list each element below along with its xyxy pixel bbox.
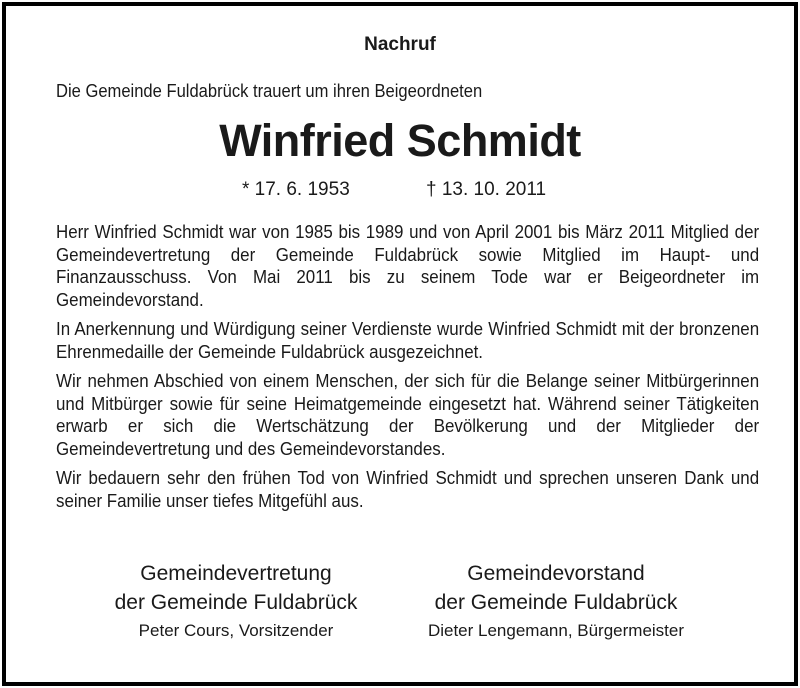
obituary-notice — [2, 2, 798, 686]
signature-block-executive — [406, 559, 706, 643]
body-paragraph: Wir nehmen Abschied von einem Menschen, der sich für die Belange seiner Mitbürgerinnen und Mitbürger sowie für seine Heimatgemeinde eingesetzt hat. Während seiner Tätigkeiten erwarb er sich die Wertschätzung der Bevölkerung und der Mitglieder der Gemeindevertretung und des Gemeindevorstandes. — [56, 371, 760, 459]
signature-org-line1: Gemeindevertretung — [140, 562, 332, 585]
death-date: † 13. 10. 2011 — [426, 179, 547, 200]
signature-org-line1: Gemeindevorstand — [467, 562, 645, 585]
signature-person: Dieter Lengemann, Bürgermeister — [427, 621, 685, 640]
signature-org-line2: der Gemeinde Fuldabrück — [434, 591, 678, 614]
notice-heading: Nachruf — [364, 34, 436, 55]
body-paragraph: Herr Winfried Schmidt war von 1985 bis 1989 und von April 2001 bis März 2011 Mitglied der Gemeindevertretung der Gemeinde Fuldabrück sowie Mitglied im Haupt- und Finanzausschuss. Von Mai 2011 bis zu seinem Tode war er Beigeordneter im Gemeindevorstand. — [56, 222, 760, 310]
intro-line: Die Gemeinde Fuldabrück trauert um ihren Beigeordneten — [56, 81, 483, 101]
deceased-name: Winfried Schmidt — [219, 115, 581, 166]
signature-block-council — [86, 559, 386, 643]
signature-org-line2: der Gemeinde Fuldabrück — [114, 591, 358, 614]
signature-person: Peter Cours, Vorsitzender — [138, 621, 334, 640]
notice-body — [56, 221, 759, 512]
birth-date: * 17. 6. 1953 — [242, 179, 350, 200]
body-paragraph: In Anerkennung und Würdigung seiner Verdienste wurde Winfried Schmidt mit der bronzenen Ehrenmedaille der Gemeinde Fuldabrück ausgezeichnet. — [56, 319, 760, 362]
body-paragraph: Wir bedauern sehr den frühen Tod von Winfried Schmidt und sprechen unseren Dank und seiner Familie unser tiefes Mitgefühl aus. — [56, 468, 760, 511]
